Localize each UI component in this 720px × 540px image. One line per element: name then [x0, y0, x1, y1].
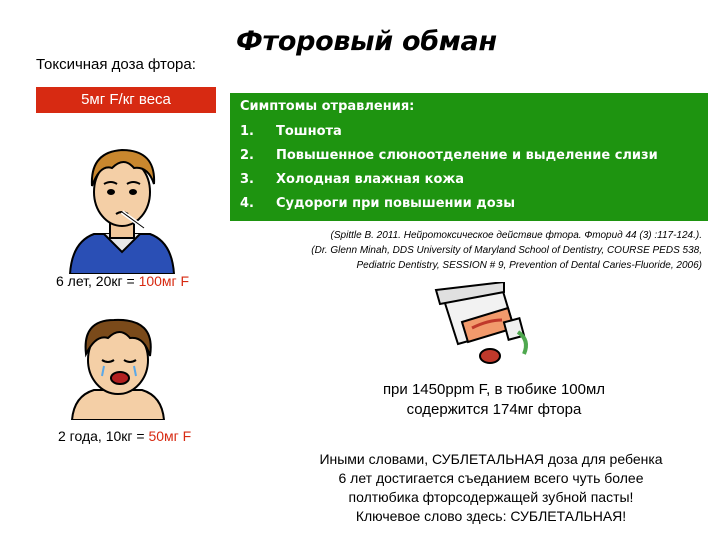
symptom-text: Судороги при повышении дозы — [276, 196, 516, 211]
symptom-item — [240, 172, 464, 187]
child2-caption-value: 50мг F — [148, 428, 192, 444]
conclusion-line: Иными словами, СУБЛЕТАЛЬНАЯ доза для ребенка — [319, 451, 663, 467]
symptom-number: 3. — [240, 172, 254, 187]
citation-line: (Spittle B. 2011. Нейротоксическое действие фтора. Фторид 44 (3) :117-124.). — [330, 230, 702, 241]
tube-info — [344, 380, 644, 420]
child1-caption-value: 100мг F — [138, 273, 190, 289]
symptom-text: Тошнота — [276, 124, 342, 139]
crying-toddler-image — [64, 316, 170, 420]
toothpaste-tube-image — [432, 282, 542, 368]
child1-caption — [56, 273, 189, 289]
symptoms-panel — [230, 93, 708, 221]
symptom-number: 1. — [240, 124, 254, 139]
symptom-item — [240, 196, 515, 211]
tube-info-line: содержится 174мг фтора — [406, 401, 582, 418]
child2-caption-prefix: 2 года, 10кг = — [58, 428, 149, 444]
conclusion-line: полтюбика фторсодержащей зубной пасты! — [348, 489, 634, 505]
citation-line: Pediatric Dentistry, SESSION # 9, Prevention of Dental Caries-Fluoride, 2006) — [356, 260, 702, 271]
conclusion-text — [306, 450, 676, 526]
child2-caption — [58, 428, 191, 444]
toxic-dose-badge: 5мг F/кг веса — [36, 87, 216, 113]
symptom-item — [240, 148, 658, 163]
child1-caption-prefix: 6 лет, 20кг = — [56, 273, 139, 289]
page-title: Фторовый обман — [236, 26, 497, 57]
citation — [240, 228, 702, 273]
tube-info-line: при 1450ppm F, в тюбике 100мл — [382, 381, 606, 398]
conclusion-line: Ключевое слово здесь: СУБЛЕТАЛЬНАЯ! — [355, 508, 627, 524]
sick-child-image — [64, 142, 180, 274]
toxic-dose-label: Токсичная доза фтора: — [36, 56, 196, 73]
conclusion-line: 6 лет достигается съеданием всего чуть более — [338, 470, 644, 486]
symptom-item — [240, 124, 342, 139]
symptoms-heading: Симптомы отравления: — [240, 99, 415, 114]
symptom-number: 4. — [240, 196, 254, 211]
symptom-number: 2. — [240, 148, 254, 163]
symptom-text: Холодная влажная кожа — [276, 172, 465, 187]
citation-line: (Dr. Glenn Minah, DDS University of Maryland School of Dentistry, COURSE PEDS 538, — [311, 245, 702, 256]
symptom-text: Повышенное слюноотделение и выделение слизи — [276, 148, 658, 163]
